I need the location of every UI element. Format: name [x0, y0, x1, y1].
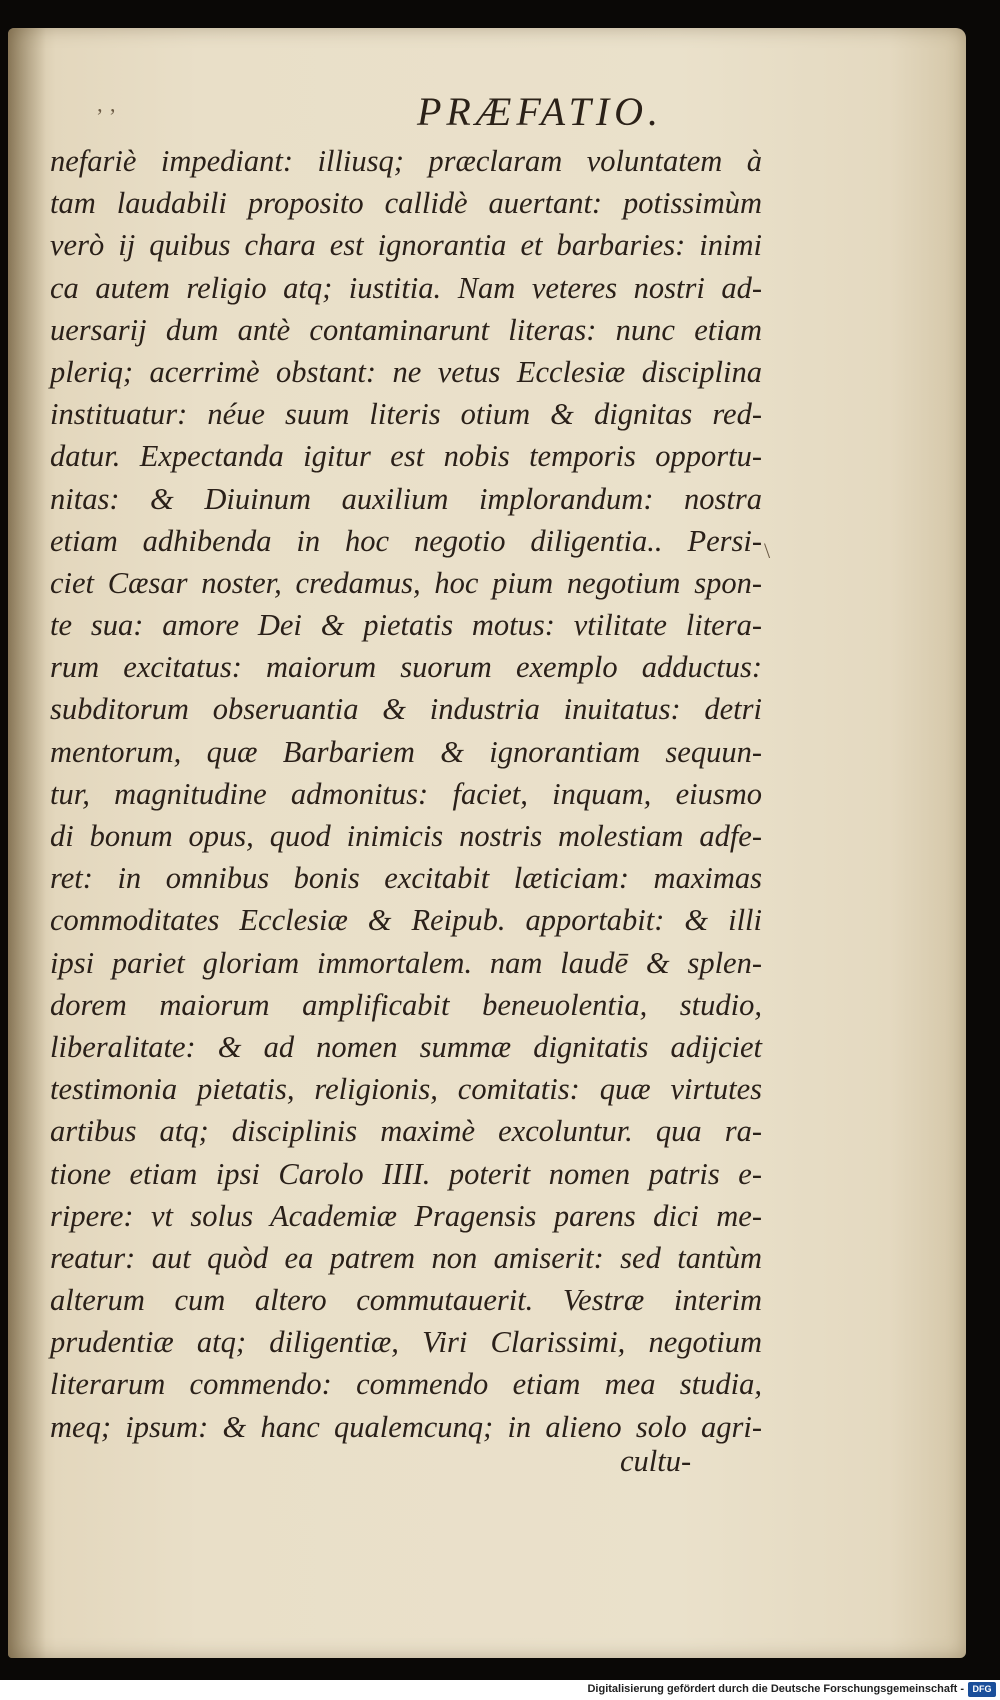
text-line: liberalitate: & ad nomen summæ dignitatis adijciet [50, 1029, 762, 1064]
margin-mark-top-left: ʼ ʼ [96, 104, 117, 129]
text-line: verò ij quibus chara est ignorantia et barbaries: inimi [50, 228, 762, 263]
text-line: meq; ipsum: & hanc qualemcunq; in alieno solo agri- [50, 1409, 762, 1444]
text-line: etiam adhibenda in hoc negotio diligentia.. Persi- [50, 523, 762, 558]
text-line: literarum commendo: commendo etiam mea studia, [50, 1367, 762, 1402]
page-gutter-shadow [8, 28, 46, 1658]
text-line: artibus atq; disciplinis maximè excoluntur. qua ra- [50, 1114, 762, 1149]
text-line: ret: in omnibus bonis excitabit læticiam: maximas [50, 861, 762, 896]
text-line: nitas: & Diuinum auxilium implorandum: nostra [50, 481, 762, 516]
text-line: tam laudabili proposito callidè auertant: potissimùm [50, 186, 762, 221]
text-line: reatur: aut quòd ea patrem non amiserit: sed tantùm [50, 1240, 762, 1275]
text-line: ca autem religio atq; iustitia. Nam veteres nostri ad- [50, 270, 762, 305]
text-line: ipsi pariet gloriam immortalem. nam laudē & splen- [50, 945, 762, 980]
text-line: datur. Expectanda igitur est nobis temporis opportu- [50, 439, 762, 474]
digitization-credit: Digitalisierung gefördert durch die Deutsche Forschungsgemeinschaft - [587, 1683, 964, 1695]
text-line: commoditates Ecclesiæ & Reipub. apportabit: & illi [50, 903, 762, 938]
text-line: subditorum obseruantia & industria inuitatus: detri [50, 692, 762, 727]
text-line: dorem maiorum amplificabit beneuolentia, studio, [50, 987, 762, 1022]
catchword: cultu- [620, 1444, 692, 1478]
text-line: tione etiam ipsi Carolo IIII. poterit nomen patris e- [50, 1156, 762, 1191]
text-line: instituatur: néue suum literis otium & dignitas red- [50, 397, 762, 432]
text-line: mentorum, quæ Barbariem & ignorantiam sequun- [50, 734, 762, 769]
text-line: testimonia pietatis, religionis, comitatis: quæ virtutes [50, 1072, 762, 1107]
text-line: rum excitatus: maiorum suorum exemplo adductus: [50, 650, 762, 685]
text-line: pleriq; acerrimè obstant: ne vetus Ecclesiæ disciplina [50, 354, 762, 389]
margin-mark-right: \ [764, 538, 771, 563]
body-text [50, 140, 762, 1448]
text-line: ciet Cæsar noster, credamus, hoc pium negotium spon- [50, 565, 762, 600]
text-line: te sua: amore Dei & pietatis motus: vtilitate litera- [50, 608, 762, 643]
running-head: PRÆFATIO. [416, 89, 664, 134]
text-line: ripere: vt solus Academiæ Pragensis parens dici me- [50, 1198, 762, 1233]
text-line: tur, magnitudine admonitus: faciet, inquam, eiusmo [50, 776, 762, 811]
text-line: uersarij dum antè contaminarunt literas: nunc etiam [50, 312, 762, 347]
text-line: di bonum opus, quod inimicis nostris molestiam adfe- [50, 819, 762, 853]
text-line: nefariè impediant: illiusq; præclaram voluntatem à [50, 144, 762, 178]
text-line: alterum cum altero commutauerit. Vestræ interim [50, 1283, 762, 1318]
dfg-logo: DFG [968, 1682, 996, 1697]
text-line: prudentiæ atq; diligentiæ, Viri Clarissimi, negotium [50, 1325, 762, 1360]
